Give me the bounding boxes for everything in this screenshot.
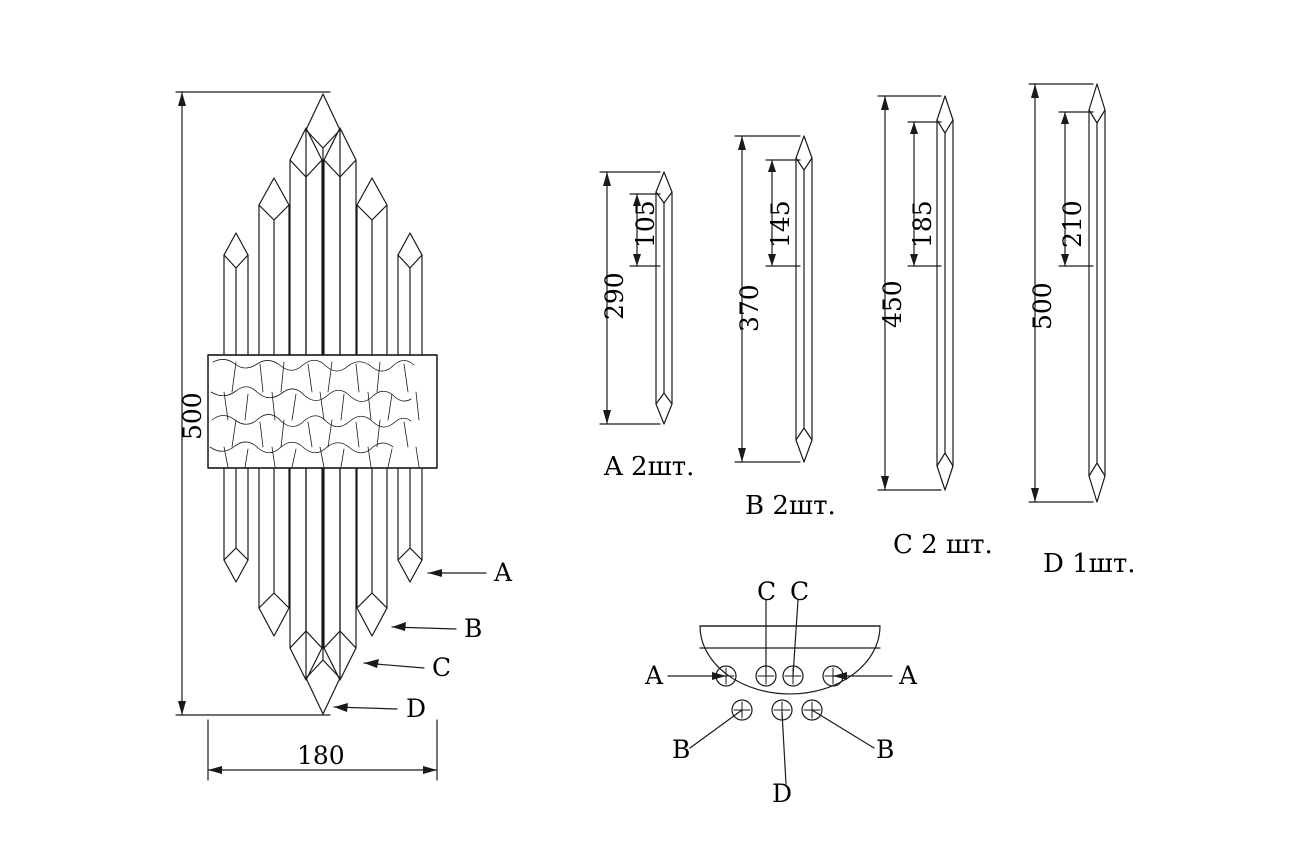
part-b-total-length: 370 <box>735 284 764 332</box>
callout-d-main: D <box>406 694 427 723</box>
callout-c-main: C <box>432 653 452 682</box>
part-b-caption: B 2шт. <box>745 491 836 521</box>
main-view-stone-band <box>208 355 437 468</box>
plan-label-a-right: A <box>899 661 918 690</box>
plan-label-c-left: C <box>757 577 777 606</box>
plan-label-a-left: A <box>645 661 664 690</box>
part-a-total-length: 290 <box>600 272 629 320</box>
part-a-caption: A 2шт. <box>604 452 695 482</box>
plan-label-c-right: C <box>790 577 810 606</box>
plan-label-d-bottom: D <box>772 779 793 808</box>
callout-a-main: A <box>494 558 513 587</box>
part-b-inner-length: 145 <box>766 200 795 248</box>
main-width-dim-label: 180 <box>297 741 345 770</box>
part-d-total-length: 500 <box>1028 282 1057 330</box>
part-a-inner-length: 105 <box>631 200 660 248</box>
plan-label-b-right: B <box>876 735 895 764</box>
plan-label-b-left: B <box>672 735 691 764</box>
callout-b-main: B <box>464 614 483 643</box>
part-d-caption: D 1шт. <box>1043 549 1136 579</box>
part-c-total-length: 450 <box>878 280 907 328</box>
main-height-dim-label: 500 <box>178 392 207 440</box>
part-c-inner-length: 185 <box>908 200 937 248</box>
part-c-caption: C 2 шт. <box>893 530 993 560</box>
part-d-inner-length: 210 <box>1058 200 1087 248</box>
plan-view <box>668 600 895 784</box>
